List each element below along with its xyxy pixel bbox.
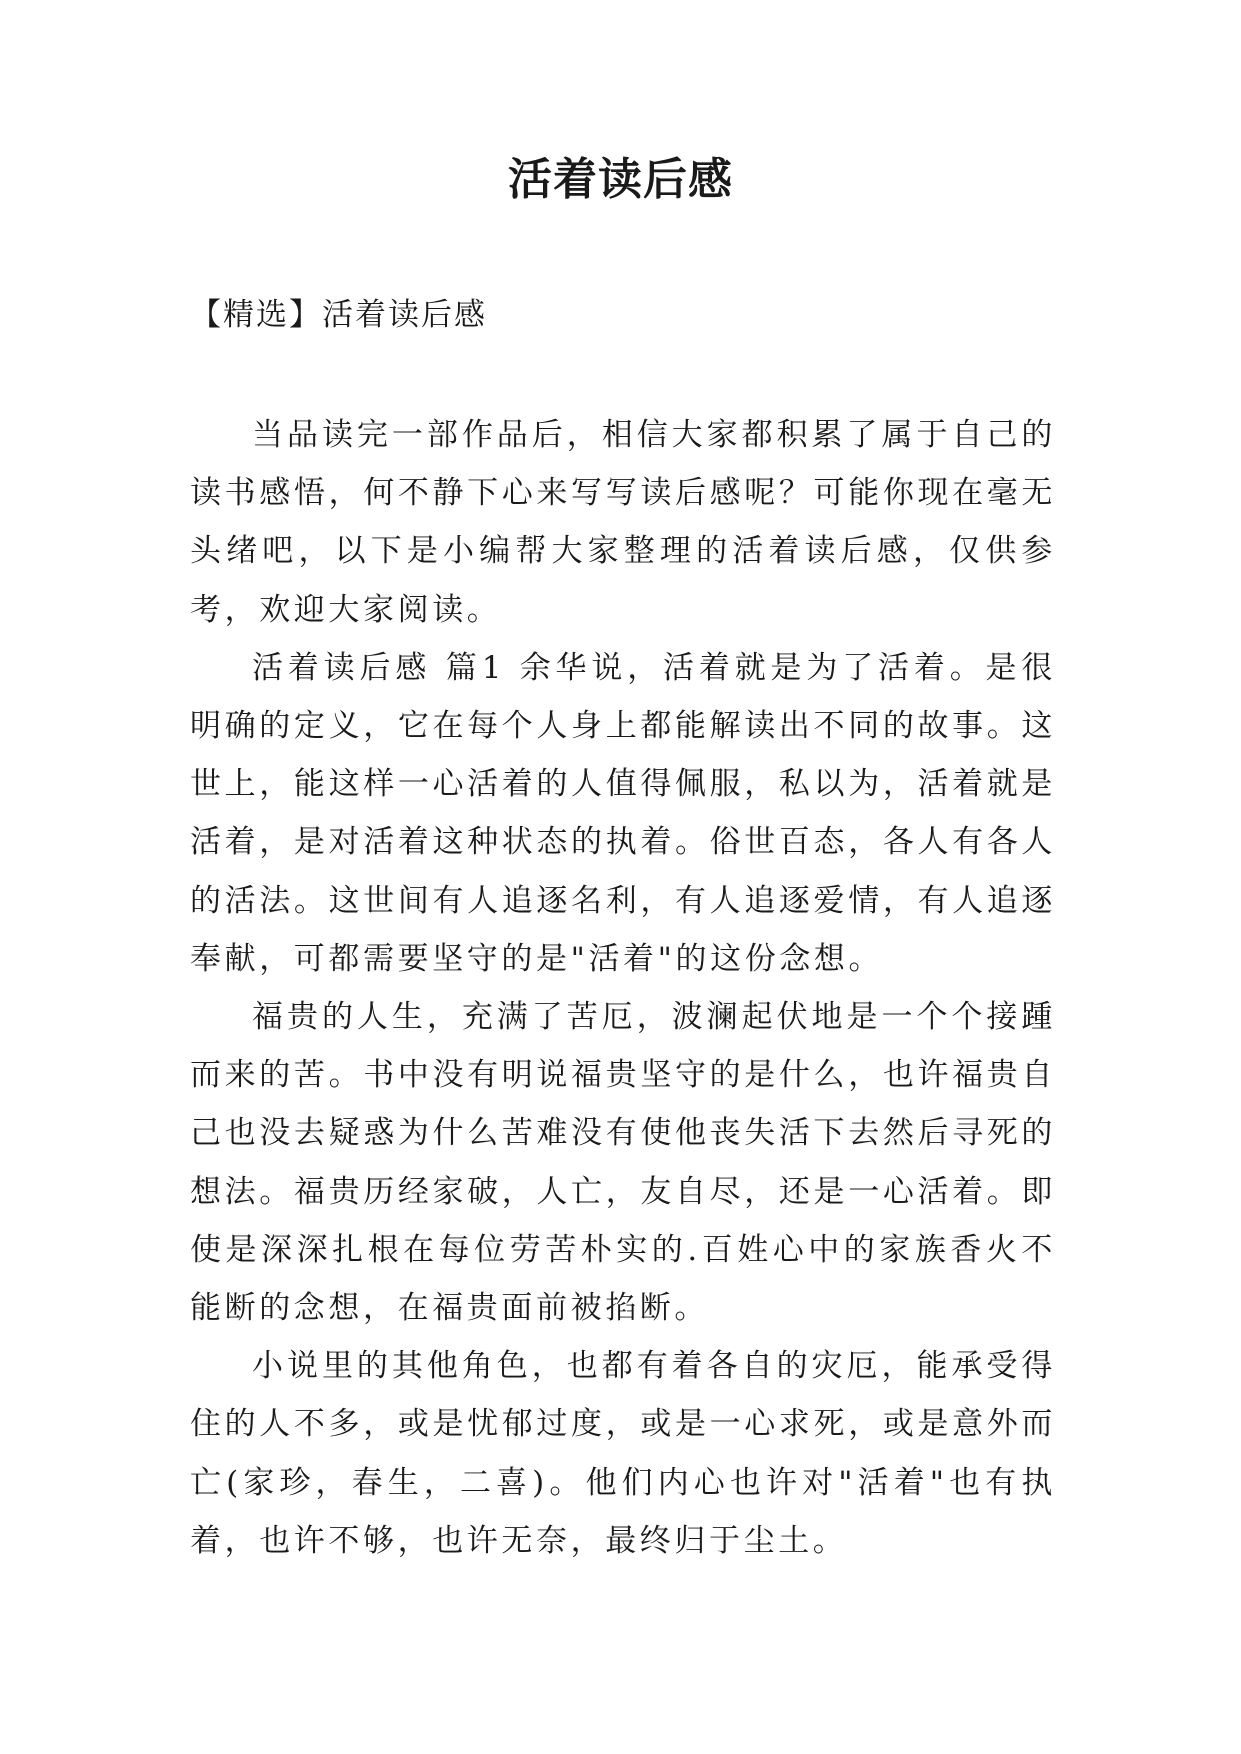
- document-subtitle: 【精选】活着读后感: [190, 297, 487, 333]
- document-body: [190, 406, 1056, 1570]
- paragraph-intro: 当品读完一部作品后，相信大家都积累了属于自己的读书感悟，何不静下心来写写读后感呢？可能你现在毫无头绪吧，以下是小编帮大家整理的活着读后感，仅供参考，欢迎大家阅读。: [190, 417, 1056, 628]
- paragraph-part-1: 活着读后感 篇1 余华说，活着就是为了活着。是很明确的定义，它在每个人身上都能解读出不同的故事。这世上，能这样一心活着的人值得佩服，私以为，活着就是活着，是对活着这种状态的执着。俗世百态，各人有各人的活法。这世间有人追逐名利，有人追逐爱情，有人追逐奉献，可都需要坚守的是"活着"的这份念想。: [190, 649, 1056, 977]
- paragraph-fugui: 福贵的人生，充满了苦厄，波澜起伏地是一个个接踵而来的苦。书中没有明说福贵坚守的是什么，也许福贵自己也没去疑惑为什么苦难没有使他丧失活下去然后寻死的想法。福贵历经家破，人亡，友自尽，还是一心活着。即使是深深扎根在每位劳苦朴实的.百姓心中的家族香火不能断的念想，在福贵面前被掐断。: [190, 999, 1056, 1327]
- page-title: 活着读后感: [508, 154, 733, 205]
- paragraph-other-characters: 小说里的其他角色，也都有着各自的灾厄，能承受得住的人不多，或是忧郁过度，或是一心求死，或是意外而亡(家珍，春生，二喜)。他们内心也许对"活着"也有执着，也许不够，也许无奈，最终归于尘土。: [190, 1348, 1056, 1559]
